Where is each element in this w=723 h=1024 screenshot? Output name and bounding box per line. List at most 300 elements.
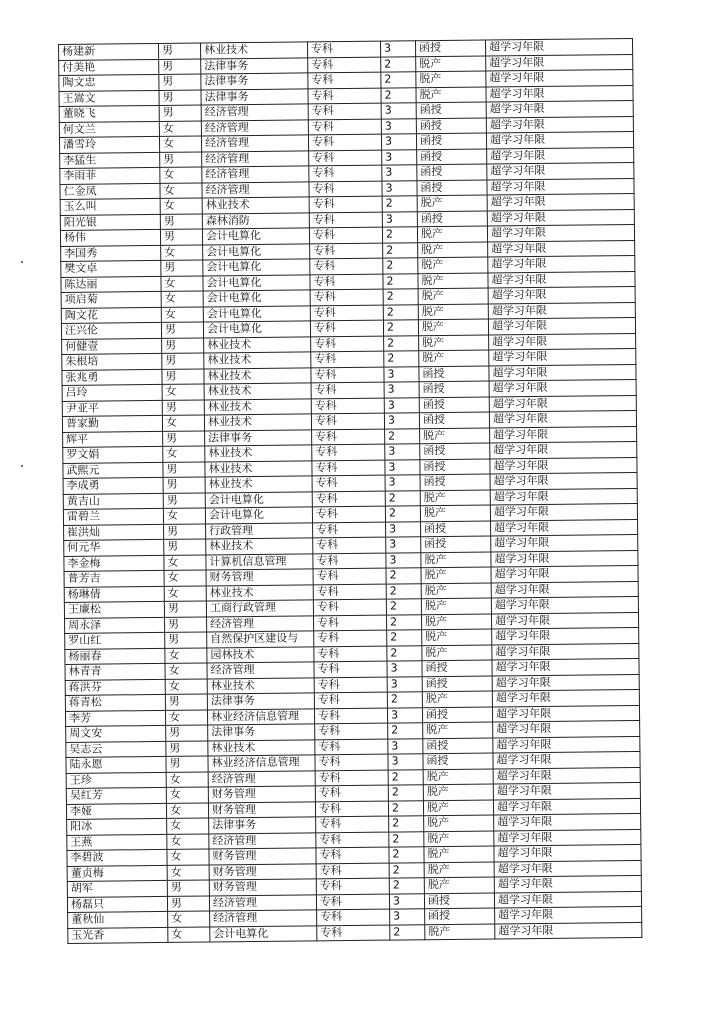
status-cell: 超学习年限 [494,844,641,861]
gender-cell: 男 [162,399,204,415]
mode-cell: 脱产 [425,923,495,939]
status-cell: 超学习年限 [488,286,635,303]
gender-cell: 男 [159,90,201,106]
major-cell: 经济管理 [210,910,317,927]
status-cell: 超学习年限 [489,348,636,365]
status-cell: 超学习年限 [487,193,634,210]
gender-cell: 女 [164,554,206,570]
table-body [59,38,642,943]
years-cell: 3 [382,180,417,196]
gender-cell: 女 [160,183,202,199]
years-cell: 2 [389,878,424,894]
gender-cell: 男 [163,430,205,446]
name-cell: 吴志云 [66,741,166,758]
level-cell: 专科 [315,770,388,786]
years-cell: 3 [382,211,417,227]
mode-cell: 函授 [417,149,487,165]
major-cell: 林业技术 [205,445,312,462]
mode-cell: 函授 [419,381,489,397]
name-cell: 樊文卓 [61,260,161,277]
years-cell: 2 [389,831,424,847]
gender-cell: 男 [166,725,208,741]
mode-cell: 函授 [420,459,490,475]
name-cell: 玉光香 [68,927,168,944]
status-cell: 超学习年限 [487,162,634,179]
gender-cell: 女 [159,121,201,137]
years-cell: 3 [388,738,423,754]
years-cell: 2 [388,785,423,801]
major-cell: 法律事务 [207,693,314,710]
name-cell: 陶文花 [61,307,161,324]
name-cell: 阳光银 [60,214,160,231]
mode-cell: 脱产 [424,846,494,862]
status-cell: 超学习年限 [486,85,633,102]
name-cell: 王燕 [67,834,167,851]
mode-cell: 函授 [415,40,485,56]
major-cell: 林业技术 [204,383,311,400]
name-cell: 蒋青松 [65,694,165,711]
major-cell: 经济管理 [201,119,308,136]
status-cell: 超学习年限 [491,581,638,598]
major-cell: 林业技术 [204,352,311,369]
level-cell: 专科 [312,460,385,476]
mode-cell: 脱产 [421,551,491,567]
major-cell: 林业技术 [205,476,312,493]
years-cell: 3 [384,382,419,398]
level-cell: 专科 [317,925,390,941]
level-cell: 专科 [312,491,385,507]
mode-cell: 脱产 [421,582,491,598]
gender-cell: 女 [161,291,203,307]
mode-cell: 脱产 [424,861,494,877]
name-cell: 杨伟 [60,229,160,246]
name-cell: 王珍 [66,772,166,789]
major-cell: 法律事务 [209,817,316,834]
major-cell: 法律事务 [201,73,308,90]
years-cell: 2 [382,227,417,243]
mode-cell: 函授 [422,675,492,691]
status-cell: 超学习年限 [488,271,635,288]
major-cell: 行政管理 [206,522,313,539]
status-cell: 超学习年限 [493,767,640,784]
mode-cell: 脱产 [420,505,490,521]
major-cell: 林业技术 [208,739,315,756]
name-cell: 普芳吉 [64,570,164,587]
name-cell: 李碧波 [67,849,167,866]
gender-cell: 女 [168,911,210,927]
major-cell: 林业经济信息管理 [208,755,315,772]
level-cell: 专科 [308,72,381,88]
gender-cell: 女 [161,306,203,322]
status-cell: 超学习年限 [491,550,638,567]
years-cell: 2 [381,72,416,88]
major-cell: 经济管理 [207,662,314,679]
status-cell: 超学习年限 [495,906,642,923]
status-cell: 超学习年限 [494,860,641,877]
status-cell: 超学习年限 [486,69,633,86]
major-cell: 财务管理 [208,801,315,818]
years-cell: 3 [381,103,416,119]
mode-cell: 函授 [422,660,492,676]
mode-cell: 函授 [425,908,495,924]
mode-cell: 函授 [423,737,493,753]
gender-cell: 女 [161,244,203,260]
level-cell: 专科 [313,522,386,538]
major-cell: 会计电算化 [203,274,310,291]
gender-cell: 女 [167,864,209,880]
level-cell: 专科 [314,661,387,677]
years-cell: 2 [383,320,418,336]
years-cell: 3 [390,909,425,925]
major-cell: 林业技术 [204,367,311,384]
major-cell: 法律事务 [201,88,308,105]
name-cell: 董贞梅 [67,865,167,882]
name-cell: 周文安 [66,725,166,742]
level-cell: 专科 [310,258,383,274]
gender-cell: 女 [161,275,203,291]
gender-cell: 女 [163,508,205,524]
status-cell: 超学习年限 [490,488,637,505]
major-cell: 林业技术 [204,336,311,353]
status-cell: 超学习年限 [491,596,638,613]
major-cell: 经济管理 [202,150,309,167]
years-cell: 3 [382,149,417,165]
level-cell: 专科 [317,909,390,925]
level-cell: 专科 [311,336,384,352]
major-cell: 会计电算化 [202,228,309,245]
gender-cell: 男 [163,461,205,477]
name-cell: 何文兰 [59,121,159,138]
years-cell: 2 [387,630,422,646]
mode-cell: 函授 [416,133,486,149]
years-cell: 3 [380,41,415,57]
name-cell: 黄吉山 [63,493,163,510]
level-cell: 专科 [309,181,382,197]
mode-cell: 函授 [416,118,486,134]
status-cell: 超学习年限 [494,891,641,908]
major-cell: 林业技术 [202,197,309,214]
name-cell: 阳冰 [67,818,167,835]
mode-cell: 脱产 [417,226,487,242]
gender-cell: 女 [165,647,207,663]
mode-cell: 脱产 [424,877,494,893]
gender-cell: 男 [164,523,206,539]
major-cell: 经济管理 [202,181,309,198]
name-cell: 杨建新 [59,43,159,60]
major-cell: 林业技术 [204,398,311,415]
years-cell: 3 [384,366,419,382]
gender-cell: 女 [164,570,206,586]
name-cell: 胡军 [67,880,167,897]
status-cell: 超学习年限 [487,224,634,241]
status-cell: 超学习年限 [486,100,633,117]
major-cell: 法律事务 [208,724,315,741]
years-cell: 2 [386,614,421,630]
name-cell: 董晓飞 [59,105,159,122]
years-cell: 2 [383,273,418,289]
gender-cell: 男 [166,740,208,756]
major-cell: 财务管理 [208,786,315,803]
gender-cell: 女 [160,198,202,214]
gender-cell: 男 [159,105,201,121]
gender-cell: 女 [166,802,208,818]
years-cell: 2 [383,289,418,305]
level-cell: 专科 [311,398,384,414]
major-cell: 财务管理 [209,863,316,880]
name-cell: 林青青 [65,663,165,680]
name-cell: 何元华 [64,539,164,556]
status-cell: 超学习年限 [494,829,641,846]
major-cell: 自然保护区建设与 [207,631,314,648]
years-cell: 3 [387,707,422,723]
level-cell: 专科 [309,212,382,228]
gender-cell: 男 [162,337,204,353]
major-cell: 森林消防 [202,212,309,229]
years-cell: 3 [389,893,424,909]
name-cell: 罗文娟 [63,446,163,463]
years-cell: 2 [383,242,418,258]
years-cell: 2 [384,335,419,351]
margin-mark [21,261,23,263]
years-cell: 2 [385,490,420,506]
status-cell: 超学习年限 [492,705,639,722]
level-cell: 专科 [311,382,384,398]
mode-cell: 脱产 [419,335,489,351]
gender-cell: 男 [165,694,207,710]
years-cell: 3 [384,397,419,413]
years-cell: 3 [382,165,417,181]
status-cell: 超学习年限 [490,503,637,520]
level-cell: 专科 [312,444,385,460]
mode-cell: 函授 [420,443,490,459]
level-cell: 专科 [308,57,381,73]
status-cell: 超学习年限 [486,54,633,71]
status-cell: 超学习年限 [493,751,640,768]
level-cell: 专科 [314,646,387,662]
name-cell: 陈达丽 [61,276,161,293]
gender-cell: 男 [158,43,200,59]
mode-cell: 脱产 [418,273,488,289]
major-cell: 林业技术 [206,584,313,601]
major-cell: 会计电算化 [203,243,310,260]
years-cell: 2 [384,351,419,367]
mode-cell: 函授 [417,164,487,180]
status-cell: 超学习年限 [492,689,639,706]
mode-cell: 脱产 [418,242,488,258]
level-cell: 专科 [308,134,381,150]
major-cell: 林业技术 [205,460,312,477]
years-cell: 2 [381,56,416,72]
status-cell: 超学习年限 [492,658,639,675]
mode-cell: 脱产 [424,830,494,846]
major-cell: 财务管理 [206,569,313,586]
years-cell: 2 [382,196,417,212]
mode-cell: 函授 [424,892,494,908]
status-cell: 超学习年限 [493,736,640,753]
name-cell: 汪兴伦 [61,322,161,339]
mode-cell: 脱产 [419,350,489,366]
gender-cell: 男 [165,632,207,648]
level-cell: 专科 [315,785,388,801]
mode-cell: 脱产 [420,428,490,444]
level-cell: 专科 [310,305,383,321]
mode-cell: 脱产 [418,304,488,320]
status-cell: 超学习年限 [490,426,637,443]
major-cell: 财务管理 [209,879,316,896]
gender-cell: 男 [163,477,205,493]
mode-cell: 脱产 [423,784,493,800]
level-cell: 专科 [308,103,381,119]
level-cell: 专科 [312,429,385,445]
name-cell: 玉么叫 [60,198,160,215]
level-cell: 专科 [313,537,386,553]
years-cell: 3 [385,459,420,475]
years-cell: 2 [388,723,423,739]
name-cell: 董秋仙 [68,911,168,928]
name-cell: 何健壹 [62,338,162,355]
years-cell: 2 [381,87,416,103]
gender-cell: 男 [163,492,205,508]
major-cell: 会计电算化 [205,507,312,524]
years-cell: 2 [389,847,424,863]
mode-cell: 函授 [417,211,487,227]
name-cell: 杨磊只 [67,896,167,913]
status-cell: 超学习年限 [491,519,638,536]
gender-cell: 男 [161,322,203,338]
name-cell: 尹亚平 [62,400,162,417]
level-cell: 专科 [315,723,388,739]
level-cell: 专科 [314,677,387,693]
level-cell: 专科 [313,584,386,600]
mode-cell: 脱产 [424,815,494,831]
mode-cell: 脱产 [416,87,486,103]
major-cell: 计算机信息管理 [206,553,313,570]
name-cell: 吴红芳 [66,787,166,804]
gender-cell: 女 [167,818,209,834]
mode-cell: 函授 [419,366,489,382]
major-cell: 经济管理 [209,894,316,911]
name-cell: 杨丽春 [65,648,165,665]
mode-cell: 脱产 [416,71,486,87]
major-cell: 经济管理 [207,615,314,632]
gender-cell: 女 [162,384,204,400]
level-cell: 专科 [309,150,382,166]
mode-cell: 脱产 [421,567,491,583]
level-cell: 专科 [316,894,389,910]
name-cell: 李娅 [66,803,166,820]
name-cell: 李金梅 [64,555,164,572]
name-cell: 王嵩文 [59,90,159,107]
years-cell: 2 [388,769,423,785]
years-cell: 2 [388,800,423,816]
gender-cell: 女 [164,585,206,601]
gender-cell: 男 [167,880,209,896]
level-cell: 专科 [312,506,385,522]
name-cell: 杨琳倩 [64,586,164,603]
gender-cell: 男 [161,260,203,276]
name-cell: 李成勇 [63,477,163,494]
years-cell: 2 [390,924,425,940]
years-cell: 2 [387,645,422,661]
level-cell: 专科 [315,754,388,770]
mode-cell: 脱产 [422,644,492,660]
gender-cell: 女 [166,787,208,803]
level-cell: 专科 [309,165,382,181]
status-cell: 超学习年限 [488,240,635,257]
years-cell: 2 [386,599,421,615]
name-cell: 雷碧兰 [63,508,163,525]
years-cell: 3 [386,521,421,537]
gender-cell: 男 [162,353,204,369]
name-cell: 李国秀 [61,245,161,262]
major-cell: 林业技术 [206,538,313,555]
major-cell: 林业技术 [204,414,311,431]
mode-cell: 脱产 [423,799,493,815]
status-cell: 超学习年限 [488,302,635,319]
status-cell: 超学习年限 [487,147,634,164]
major-cell: 会计电算化 [210,925,317,942]
level-cell: 专科 [308,88,381,104]
name-cell: 李芳 [65,710,165,727]
status-cell: 超学习年限 [491,565,638,582]
mode-cell: 函授 [419,412,489,428]
mode-cell: 脱产 [423,768,493,784]
mode-cell: 脱产 [422,691,492,707]
level-cell: 专科 [316,816,389,832]
status-cell: 超学习年限 [494,813,641,830]
status-cell: 超学习年限 [486,116,633,133]
major-cell: 经济管理 [202,166,309,183]
status-cell: 超学习年限 [491,534,638,551]
major-cell: 会计电算化 [203,321,310,338]
major-cell: 会计电算化 [203,259,310,276]
years-cell: 3 [384,413,419,429]
mode-cell: 脱产 [418,319,488,335]
name-cell: 李猛生 [60,152,160,169]
student-table [58,38,642,944]
name-cell: 辉平 [63,431,163,448]
years-cell: 2 [389,862,424,878]
level-cell: 专科 [316,847,389,863]
gender-cell: 女 [162,415,204,431]
mode-cell: 脱产 [423,722,493,738]
gender-cell: 男 [160,152,202,168]
status-cell: 超学习年限 [492,643,639,660]
years-cell: 3 [388,754,423,770]
major-cell: 工商行政管理 [206,600,313,617]
level-cell: 专科 [311,413,384,429]
status-cell: 超学习年限 [492,674,639,691]
gender-cell: 男 [164,539,206,555]
name-cell: 吕玲 [62,384,162,401]
level-cell: 专科 [316,863,389,879]
level-cell: 专科 [313,553,386,569]
gender-cell: 女 [160,167,202,183]
name-cell: 李雨菲 [60,167,160,184]
years-cell: 3 [385,475,420,491]
major-cell: 经济管理 [208,770,315,787]
major-cell: 经济管理 [201,135,308,152]
gender-cell: 女 [167,833,209,849]
mode-cell: 函授 [423,753,493,769]
mode-cell: 函授 [420,474,490,490]
years-cell: 2 [387,692,422,708]
status-cell: 超学习年限 [486,131,633,148]
major-cell: 财务管理 [209,848,316,865]
level-cell: 专科 [316,832,389,848]
years-cell: 2 [386,568,421,584]
level-cell: 专科 [313,568,386,584]
